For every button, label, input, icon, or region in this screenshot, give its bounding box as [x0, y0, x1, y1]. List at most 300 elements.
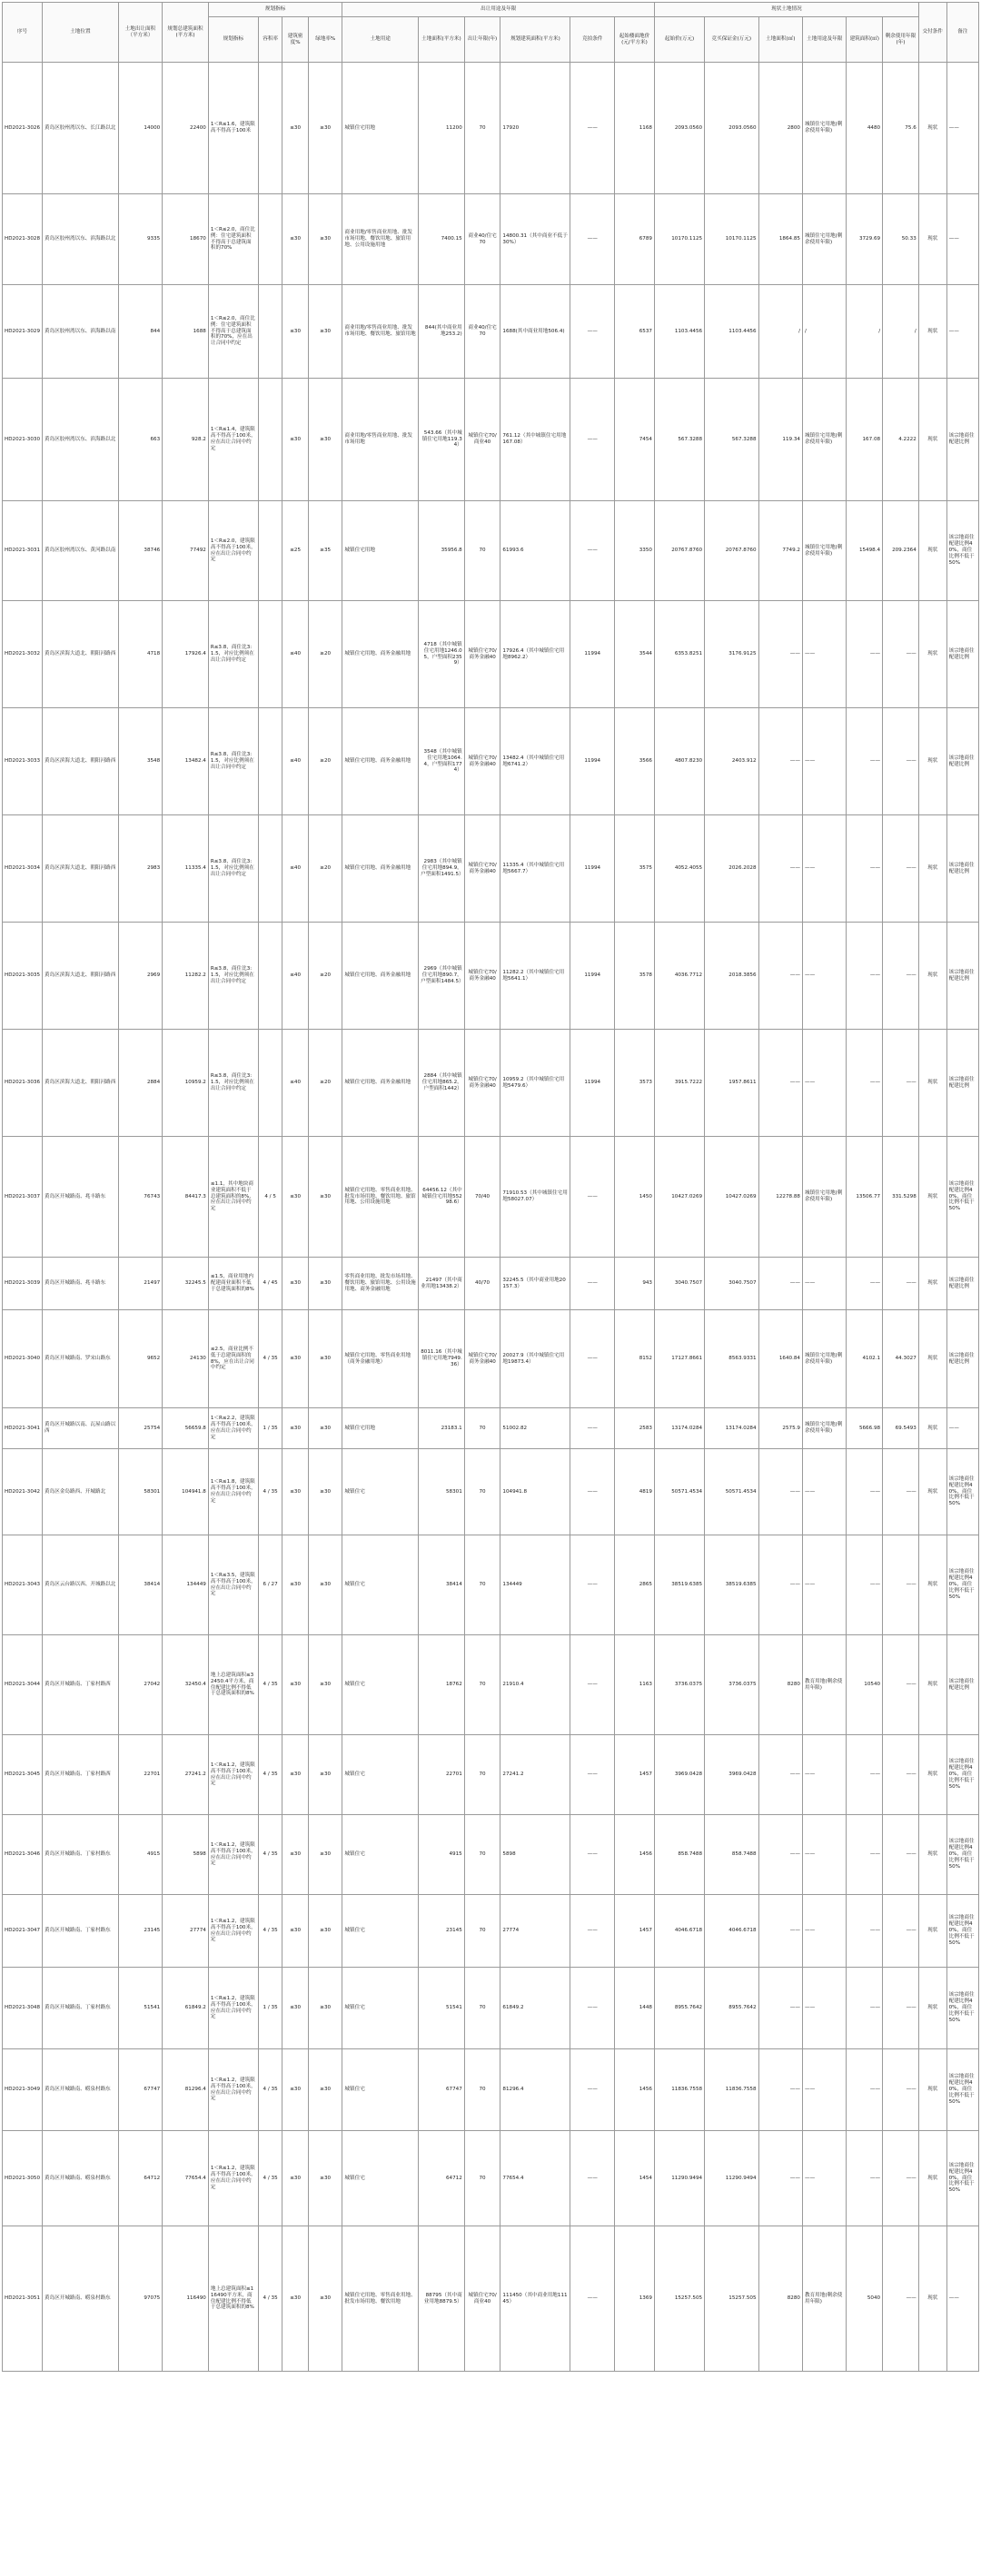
row-area: 27042: [118, 1635, 162, 1735]
row-start-price: 13174.0284: [655, 1408, 705, 1449]
header-unit-price: 起始楼面地价(元/平方米): [614, 17, 654, 63]
row-delivery: 现状: [918, 1535, 946, 1635]
row-location: 黄岛区开城路南、崂泉村路东: [43, 2226, 119, 2372]
row-start-price: 3736.0375: [655, 1635, 705, 1735]
row-location: 黄岛区开城路以南、瓦屋山路以西: [43, 1408, 119, 1449]
row-unit-price: 6537: [614, 285, 654, 379]
row-far: [258, 194, 282, 285]
row-existing-area: ——: [758, 1968, 802, 2049]
row-location: 黄岛区胶州湾以东、黄河路以南: [43, 501, 119, 601]
row-total-floor-area: 27241.2: [163, 1735, 209, 1815]
row-planning-text: ≤1.5，商业用地内配建商业面积不低于总建筑面积的8%: [208, 1258, 258, 1310]
row-parcel-id: HD2021-3034: [3, 815, 43, 923]
row-existing-use: ——: [802, 601, 846, 708]
row-use-term: 城镇住宅70/商业40: [464, 379, 500, 501]
row-existing-remain: 4.2222: [883, 379, 919, 501]
row-greening: ≥20: [308, 601, 342, 708]
table-row: [3, 1635, 979, 1735]
row-bid-terms: ——: [570, 2131, 614, 2226]
row-land-use: 城镇住宅: [342, 1895, 419, 1968]
row-density: ≤40: [282, 815, 309, 923]
row-delivery: 现状: [918, 1137, 946, 1258]
row-existing-use: ——: [802, 1895, 846, 1968]
row-area: 2884: [118, 1030, 162, 1137]
row-far: [258, 1030, 282, 1137]
row-location: 黄岛区开城路南、丁家村路东: [43, 1895, 119, 1968]
row-bid-terms: 11994: [570, 601, 614, 708]
row-planning-text: 1＜R≤3.5，建筑限高不得高于100米，应在出让合同中约定: [208, 1535, 258, 1635]
row-land-use: 城镇住宅用地、零售商业用地（商务金融用地）: [342, 1310, 419, 1408]
row-delivery: 现状: [918, 1815, 946, 1895]
row-start-price: 20767.8760: [655, 501, 705, 601]
row-greening: ≥30: [308, 1968, 342, 2049]
row-floor-area: 134449: [500, 1535, 570, 1635]
row-start-price: 50571.4534: [655, 1449, 705, 1535]
row-parcel-id: HD2021-3049: [3, 2049, 43, 2131]
row-deposit: 3176.9125: [705, 601, 758, 708]
row-floor-area: 17920: [500, 63, 570, 194]
row-use-area: 88795（其中商业用地8879.5）: [419, 2226, 465, 2372]
row-greening: ≥30: [308, 1535, 342, 1635]
row-location: 黄岛区开城路南、崂泉村路东: [43, 2049, 119, 2131]
row-notes: 该宗地商住配建比例40%，商住比例不低于50%: [946, 1535, 978, 1635]
row-existing-floor: ——: [847, 708, 883, 815]
row-land-use: 商业用地/零售商业用地、批发市场用地: [342, 379, 419, 501]
table-row: [3, 1137, 979, 1258]
row-use-area: 64456.12（其中城镇住宅用地55298.6）: [419, 1137, 465, 1258]
row-start-price: 3969.0428: [655, 1735, 705, 1815]
row-existing-use: 教育用地(剩余使用年限): [802, 1635, 846, 1735]
row-use-area: 38414: [419, 1535, 465, 1635]
row-notes: 该宗地商住配建比例40%，商住比例不低于50%: [946, 1815, 978, 1895]
row-density: ≤40: [282, 1030, 309, 1137]
row-notes: 该宗地商住配建比例40%，商住比例不低于50%: [946, 1735, 978, 1815]
row-total-floor-area: 928.2: [163, 379, 209, 501]
row-floor-area: 27774: [500, 1895, 570, 1968]
row-area: 844: [118, 285, 162, 379]
row-density: ≤30: [282, 2131, 309, 2226]
table-row: [3, 1735, 979, 1815]
header-existing-remain: 剩余使用年限(年): [883, 17, 919, 63]
row-use-term: 70: [464, 1635, 500, 1735]
row-area: 51541: [118, 1968, 162, 2049]
row-density: ≤30: [282, 63, 309, 194]
table-row: [3, 1310, 979, 1408]
row-existing-area: ——: [758, 601, 802, 708]
row-bid-terms: ——: [570, 1408, 614, 1449]
row-delivery: 现状: [918, 2049, 946, 2131]
row-location: 黄岛区滨海大道北、朝阳河路西: [43, 1030, 119, 1137]
header-use-and-term: 出让用途及年限: [342, 3, 655, 17]
row-existing-area: 7749.2: [758, 501, 802, 601]
row-land-use: 城镇住宅: [342, 2131, 419, 2226]
row-delivery: 现状: [918, 1030, 946, 1137]
row-bid-terms: ——: [570, 1258, 614, 1310]
row-use-area: 18762: [419, 1635, 465, 1735]
row-existing-area: 8280: [758, 1635, 802, 1735]
row-deposit: 2026.2028: [705, 815, 758, 923]
row-unit-price: 4819: [614, 1449, 654, 1535]
row-density: ≤40: [282, 708, 309, 815]
row-location: 黄岛区滨海大道北、朝阳河路西: [43, 923, 119, 1030]
row-planning-text: R≤3.8，商住比3:1.5，对应比例须在出让合同中约定: [208, 923, 258, 1030]
row-existing-remain: ——: [883, 1635, 919, 1735]
table-row: [3, 1030, 979, 1137]
row-floor-area: 11282.2（其中城镇住宅用地5641.1）: [500, 923, 570, 1030]
row-floor-area: 61993.6: [500, 501, 570, 601]
row-start-price: 8955.7642: [655, 1968, 705, 2049]
row-total-floor-area: 104941.8: [163, 1449, 209, 1535]
row-unit-price: 1369: [614, 2226, 654, 2372]
row-delivery: 现状: [918, 601, 946, 708]
row-notes: 该宗地商住配建比例40%，商住比例不低于50%: [946, 2049, 978, 2131]
row-use-term: 40/70: [464, 1258, 500, 1310]
row-delivery: 现状: [918, 1449, 946, 1535]
row-unit-price: 3578: [614, 923, 654, 1030]
table-row: [3, 194, 979, 285]
row-total-floor-area: 134449: [163, 1535, 209, 1635]
row-existing-use: 城镇住宅用地(剩余使用年限): [802, 379, 846, 501]
header-land-use: 土地用途: [342, 17, 419, 63]
row-planning-text: 地上总建筑面积≤32450.4平方米，商住配建比例不得低于总建筑面积的8%: [208, 1635, 258, 1735]
row-density: ≤30: [282, 1408, 309, 1449]
row-land-use: 城镇住宅用地: [342, 1408, 419, 1449]
row-total-floor-area: 56659.8: [163, 1408, 209, 1449]
row-far: 4 / 35: [258, 2131, 282, 2226]
row-greening: ≥30: [308, 1137, 342, 1258]
row-existing-area: ——: [758, 1735, 802, 1815]
row-unit-price: 1168: [614, 63, 654, 194]
row-deposit: 15257.505: [705, 2226, 758, 2372]
header-existing-floor: 建筑面积(㎡): [847, 17, 883, 63]
row-far: 4 / 35: [258, 2226, 282, 2372]
row-use-area: 23145: [419, 1895, 465, 1968]
row-location: 黄岛区胶州湾以东、滨海路以北: [43, 379, 119, 501]
row-land-use: 城镇住宅: [342, 1735, 419, 1815]
row-floor-area: 761.12（其中城镇住宅用地167.08）: [500, 379, 570, 501]
row-existing-use: ——: [802, 1968, 846, 2049]
row-land-use: 城镇住宅: [342, 1968, 419, 2049]
row-notes: 该宗地商住配建比例: [946, 1635, 978, 1735]
row-deposit: 13174.0284: [705, 1408, 758, 1449]
row-use-area: 844(其中商业用地253.2): [419, 285, 465, 379]
row-area: 64712: [118, 2131, 162, 2226]
row-floor-area: 81296.4: [500, 2049, 570, 2131]
row-existing-remain: 44.3027: [883, 1310, 919, 1408]
table-body: [3, 63, 979, 2372]
row-unit-price: 1163: [614, 1635, 654, 1735]
row-parcel-id: HD2021-3032: [3, 601, 43, 708]
row-area: 21497: [118, 1258, 162, 1310]
row-unit-price: 1454: [614, 2131, 654, 2226]
row-use-area: 21497（其中商业用地13438.2）: [419, 1258, 465, 1310]
row-existing-use: ——: [802, 1735, 846, 1815]
row-far: 1 / 35: [258, 1408, 282, 1449]
row-existing-floor: 3729.69: [847, 194, 883, 285]
row-parcel-id: HD2021-3039: [3, 1258, 43, 1310]
row-density: ≤30: [282, 1310, 309, 1408]
row-notes: 该宗地商住配建比例: [946, 1310, 978, 1408]
row-use-area: 35956.8: [419, 501, 465, 601]
table-row: [3, 1895, 979, 1968]
row-density: ≤25: [282, 501, 309, 601]
row-existing-use: 城镇住宅用地(剩余使用年限): [802, 194, 846, 285]
row-total-floor-area: 84417.3: [163, 1137, 209, 1258]
row-existing-remain: ——: [883, 2226, 919, 2372]
header-floor-area-by-use: 规划建筑面积(平方米): [500, 17, 570, 63]
row-existing-area: 8280: [758, 2226, 802, 2372]
row-use-term: 城镇住宅70/商业40: [464, 2226, 500, 2372]
row-unit-price: 1450: [614, 1137, 654, 1258]
row-delivery: 现状: [918, 1968, 946, 2049]
row-floor-area: 14800.31（其中商业不低于30%）: [500, 194, 570, 285]
row-planning-text: ≤2.5，商业比例不低于总建筑面积的8%，应在出让合同中约定: [208, 1310, 258, 1408]
row-delivery: 现状: [918, 815, 946, 923]
row-use-area: 4915: [419, 1815, 465, 1895]
row-floor-area: 61849.2: [500, 1968, 570, 2049]
row-greening: ≥30: [308, 1735, 342, 1815]
row-parcel-id: HD2021-3051: [3, 2226, 43, 2372]
row-notes: ——: [946, 285, 978, 379]
row-existing-floor: ——: [847, 1535, 883, 1635]
row-existing-remain: ——: [883, 1258, 919, 1310]
row-total-floor-area: 1688: [163, 285, 209, 379]
row-total-floor-area: 27774: [163, 1895, 209, 1968]
row-total-floor-area: 11335.4: [163, 815, 209, 923]
row-existing-area: /: [758, 285, 802, 379]
row-deposit: 2093.0560: [705, 63, 758, 194]
row-existing-remain: ——: [883, 708, 919, 815]
row-unit-price: 1456: [614, 1815, 654, 1895]
row-unit-price: 1448: [614, 1968, 654, 2049]
table-row: [3, 2131, 979, 2226]
row-notes: 该宗地商住配建比例40%，商住比例不低于50%: [946, 2131, 978, 2226]
row-start-price: 11836.7558: [655, 2049, 705, 2131]
row-existing-floor: 5666.98: [847, 1408, 883, 1449]
row-use-area: 58301: [419, 1449, 465, 1535]
row-land-use: 城镇住宅用地、商务金融用地: [342, 1030, 419, 1137]
header-bid-terms: 竞拍条件: [570, 17, 614, 63]
row-notes: 该宗地商住配建比例40%，商住比例不低于50%: [946, 1895, 978, 1968]
row-start-price: 4052.4055: [655, 815, 705, 923]
row-deposit: 3969.0428: [705, 1735, 758, 1815]
header-density: 建筑密度%: [282, 17, 309, 63]
row-delivery: 现状: [918, 923, 946, 1030]
row-use-area: 4718（其中城镇住宅用地1246.05，户型面积2359）: [419, 601, 465, 708]
row-existing-floor: 10540: [847, 1635, 883, 1735]
row-use-term: 70: [464, 1968, 500, 2049]
row-start-price: 567.3288: [655, 379, 705, 501]
row-delivery: 现状: [918, 2226, 946, 2372]
row-far: [258, 923, 282, 1030]
row-delivery: 现状: [918, 285, 946, 379]
row-notes: 该宗地商住配建比例: [946, 1258, 978, 1310]
row-density: ≤30: [282, 1535, 309, 1635]
row-existing-floor: ——: [847, 2131, 883, 2226]
row-existing-floor: ——: [847, 1815, 883, 1895]
row-existing-area: ——: [758, 1030, 802, 1137]
row-floor-area: 104941.8: [500, 1449, 570, 1535]
row-existing-use: 教育用地(剩余使用年限): [802, 2226, 846, 2372]
row-existing-use: ——: [802, 2131, 846, 2226]
row-land-use: 城镇住宅用地、商务金融用地: [342, 708, 419, 815]
row-existing-floor: ——: [847, 1895, 883, 1968]
row-start-price: 38519.6385: [655, 1535, 705, 1635]
header-deposit: 竞买保证金(万元): [705, 17, 758, 63]
header-far: 容积率: [258, 17, 282, 63]
row-location: 黄岛区开城路南、丁家村路东: [43, 1968, 119, 2049]
row-location: 黄岛区滨海大道北、朝阳河路西: [43, 815, 119, 923]
row-total-floor-area: 116490: [163, 2226, 209, 2372]
row-planning-text: 1＜R≤1.2，建筑限高不得高于100米，应在出让合同中约定: [208, 2131, 258, 2226]
row-land-use: 城镇住宅: [342, 1635, 419, 1735]
header-existing-area: 土地面积(㎡): [758, 17, 802, 63]
row-parcel-id: HD2021-3037: [3, 1137, 43, 1258]
row-start-price: 3915.7222: [655, 1030, 705, 1137]
row-land-use: 商业用地/零售商业用地、批发市场用地、餐饮用地、旅馆用地: [342, 285, 419, 379]
row-planning-text: 1＜R≤1.6，建筑限高不得高于100米: [208, 63, 258, 194]
row-area: 58301: [118, 1449, 162, 1535]
row-existing-area: ——: [758, 1258, 802, 1310]
row-use-area: 22701: [419, 1735, 465, 1815]
row-total-floor-area: 32450.4: [163, 1635, 209, 1735]
header-seq: 序号: [3, 3, 43, 63]
table-row: [3, 501, 979, 601]
row-existing-remain: ——: [883, 1535, 919, 1635]
row-use-area: 64712: [419, 2131, 465, 2226]
row-deposit: 8955.7642: [705, 1968, 758, 2049]
row-use-area: 2983（其中城镇住宅用地894.9，户型面积1491.5）: [419, 815, 465, 923]
row-use-term: 70: [464, 1735, 500, 1815]
row-delivery: 现状: [918, 379, 946, 501]
row-floor-area: 51002.82: [500, 1408, 570, 1449]
row-use-area: 3548（其中城镇住宅用地1064.4，户型面积1774）: [419, 708, 465, 815]
row-notes: 该宗地商住配建比例40%，商住比例不低于50%: [946, 1137, 978, 1258]
row-delivery: 现状: [918, 1258, 946, 1310]
row-location: 黄岛区开城路南、兆丰路东: [43, 1137, 119, 1258]
row-existing-remain: ——: [883, 1735, 919, 1815]
row-existing-remain: 209.2364: [883, 501, 919, 601]
row-greening: ≥30: [308, 2226, 342, 2372]
row-unit-price: 1457: [614, 1895, 654, 1968]
row-start-price: 4036.7712: [655, 923, 705, 1030]
row-start-price: 10170.1125: [655, 194, 705, 285]
row-bid-terms: ——: [570, 379, 614, 501]
row-greening: ≥30: [308, 1408, 342, 1449]
row-existing-floor: ——: [847, 601, 883, 708]
table-row: [3, 1408, 979, 1449]
row-use-term: 70: [464, 501, 500, 601]
row-existing-area: 119.34: [758, 379, 802, 501]
row-bid-terms: ——: [570, 2049, 614, 2131]
row-existing-floor: ——: [847, 1258, 883, 1310]
row-existing-floor: ——: [847, 1030, 883, 1137]
row-existing-floor: 13506.77: [847, 1137, 883, 1258]
row-density: ≤30: [282, 285, 309, 379]
row-delivery: 现状: [918, 1635, 946, 1735]
table-row: [3, 285, 979, 379]
header-location: 土地位置: [43, 3, 119, 63]
row-parcel-id: HD2021-3048: [3, 1968, 43, 2049]
row-greening: ≥30: [308, 194, 342, 285]
row-total-floor-area: 17926.4: [163, 601, 209, 708]
row-bid-terms: ——: [570, 2226, 614, 2372]
header-planned-floor-area: 规划总建筑面积(平方米): [163, 3, 209, 63]
row-land-use: 城镇住宅用地、零售商业用地、批发市场用地、餐饮用地、旅馆用地、公用设施用地: [342, 1137, 419, 1258]
row-planning-text: 地上总建筑面积≤116490平方米，商住配建比例不得低于总建筑面积的8%: [208, 2226, 258, 2372]
row-bid-terms: ——: [570, 1635, 614, 1735]
row-total-floor-area: 18670: [163, 194, 209, 285]
row-use-area: 2969（其中城镇住宅用地890.7，户型面积1484.5）: [419, 923, 465, 1030]
row-unit-price: 3350: [614, 501, 654, 601]
row-planning-text: 1＜R≤1.2，建筑限高不得高于100米，应在出让合同中约定: [208, 1815, 258, 1895]
row-existing-use: ——: [802, 1815, 846, 1895]
row-greening: ≥30: [308, 285, 342, 379]
row-deposit: 11836.7558: [705, 2049, 758, 2131]
row-parcel-id: HD2021-3047: [3, 1895, 43, 1968]
row-density: ≤30: [282, 1968, 309, 2049]
row-density: ≤30: [282, 1449, 309, 1535]
row-use-term: 70: [464, 2131, 500, 2226]
row-planning-text: 1＜R≤1.2，建筑限高不得高于100米，应在出让合同中约定: [208, 1895, 258, 1968]
row-notes: ——: [946, 2226, 978, 2372]
row-start-price: 3040.7507: [655, 1258, 705, 1310]
row-area: 4915: [118, 1815, 162, 1895]
row-existing-area: 1640.84: [758, 1310, 802, 1408]
row-greening: ≥30: [308, 1449, 342, 1535]
row-total-floor-area: 81296.4: [163, 2049, 209, 2131]
row-parcel-id: HD2021-3033: [3, 708, 43, 815]
row-bid-terms: ——: [570, 1815, 614, 1895]
row-parcel-id: HD2021-3029: [3, 285, 43, 379]
row-land-use: 零售商业用地、批发市场用地、餐饮用地、旅馆用地、公用设施用地、商务金融用地: [342, 1258, 419, 1310]
row-land-use: 城镇住宅用地、商务金融用地: [342, 923, 419, 1030]
row-existing-use: ——: [802, 1449, 846, 1535]
row-existing-floor: 15498.4: [847, 501, 883, 601]
row-start-price: 4046.6718: [655, 1895, 705, 1968]
row-land-use: 城镇住宅: [342, 1815, 419, 1895]
row-existing-area: ——: [758, 1895, 802, 1968]
row-delivery: 现状: [918, 1310, 946, 1408]
row-notes: ——: [946, 1408, 978, 1449]
table-row: [3, 1815, 979, 1895]
row-deposit: 8563.9331: [705, 1310, 758, 1408]
header-existing: 现状土地情况: [655, 3, 919, 17]
row-land-use: 城镇住宅: [342, 1449, 419, 1535]
row-location: 黄岛区滨海大道北、朝阳河路西: [43, 708, 119, 815]
row-parcel-id: HD2021-3030: [3, 379, 43, 501]
row-location: 黄岛区胶州湾以东、滨海路以南: [43, 285, 119, 379]
table-row: [3, 708, 979, 815]
row-density: ≤30: [282, 1735, 309, 1815]
row-far: [258, 285, 282, 379]
row-planning-text: 1＜R≤2.0，建筑限高不得高于100米，应在出让合同中约定: [208, 501, 258, 601]
row-existing-area: ——: [758, 923, 802, 1030]
row-start-price: 11290.9494: [655, 2131, 705, 2226]
row-existing-use: ——: [802, 2049, 846, 2131]
table-row: [3, 923, 979, 1030]
row-existing-remain: ——: [883, 1968, 919, 2049]
row-delivery: 现状: [918, 1735, 946, 1815]
row-existing-remain: ——: [883, 601, 919, 708]
row-parcel-id: HD2021-3041: [3, 1408, 43, 1449]
row-use-area: 543.66（其中城镇住宅用地119.34）: [419, 379, 465, 501]
header-delivery: 交付条件: [918, 3, 946, 63]
row-existing-remain: ——: [883, 1030, 919, 1137]
row-total-floor-area: 11282.2: [163, 923, 209, 1030]
row-delivery: 现状: [918, 2131, 946, 2226]
row-notes: 该宗地商住配建比例40%，商住比例不低于50%: [946, 501, 978, 601]
